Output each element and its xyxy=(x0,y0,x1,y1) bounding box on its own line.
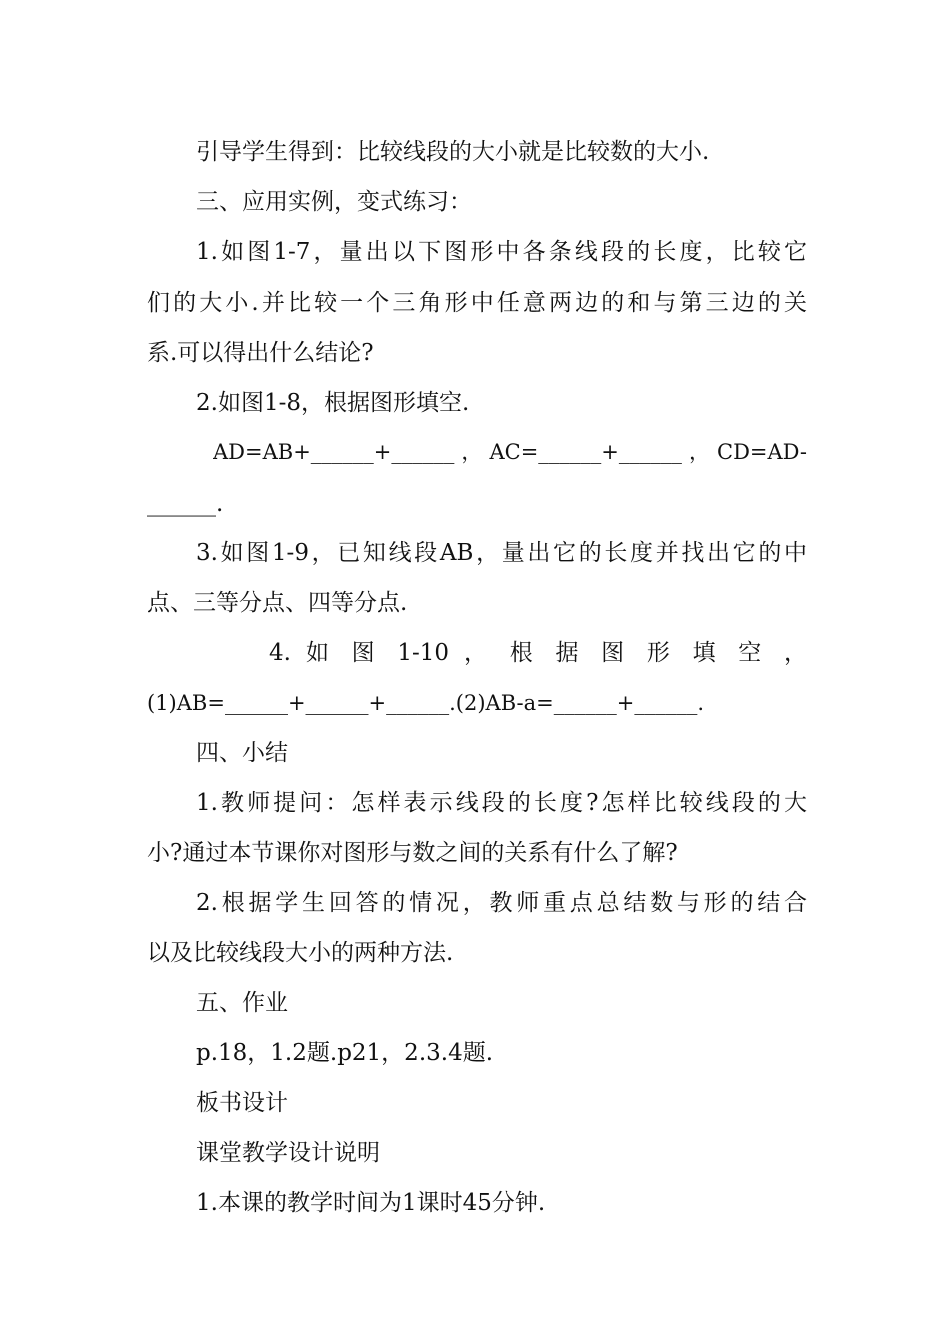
text-line-17: 以及比较线段大小的两种方法. xyxy=(147,940,454,966)
text-line-16: 2.根据学生回答的情况，教师重点总结数与形的结合 xyxy=(196,890,807,916)
text-line-19: p.18，1.2题.p21，2.3.4题. xyxy=(196,1040,494,1066)
text-line-20: 板书设计 xyxy=(196,1090,288,1116)
text-line-3: 1.如图1-7，量出以下图形中各条线段的长度，比较它 xyxy=(196,239,807,265)
text-line-14: 1.教师提问：怎样表示线段的长度?怎样比较线段的大 xyxy=(196,790,807,816)
section-heading-4: 四、小结 xyxy=(196,740,288,766)
text-line-1: 引导学生得到：比较线段的大小就是比较数的大小. xyxy=(196,139,710,165)
text-line-15: 小?通过本节课你对图形与数之间的关系有什么了解? xyxy=(147,840,678,866)
text-line-4: 们的大小.并比较一个三角形中任意两边的和与第三边的关 xyxy=(147,290,807,316)
fill-blank-line-3: (1)AB=______+______+______.(2)AB-a=______+______. xyxy=(147,691,705,715)
text-line-5: 系.可以得出什么结论? xyxy=(147,340,374,366)
fill-blank-line-2: ______. xyxy=(147,491,224,517)
section-heading-5: 五、作业 xyxy=(196,990,288,1016)
text-line-10: 点、三等分点、四等分点. xyxy=(147,590,408,616)
text-line-22: 1.本课的教学时间为1课时45分钟. xyxy=(196,1190,546,1216)
text-line-11: 4. 如 图 1-10 ， 根 据 图 形 填 空 ， xyxy=(269,640,807,666)
fill-blank-line-1: AD=AB+______+______，AC=______+______，CD=AD- xyxy=(213,440,807,464)
text-line-6: 2.如图1-8，根据图形填空. xyxy=(196,390,470,416)
section-heading-3: 三、应用实例，变式练习： xyxy=(196,189,472,215)
text-line-9: 3.如图1-9，已知线段AB，量出它的长度并找出它的中 xyxy=(196,540,807,566)
text-line-21: 课堂教学设计说明 xyxy=(196,1140,380,1166)
